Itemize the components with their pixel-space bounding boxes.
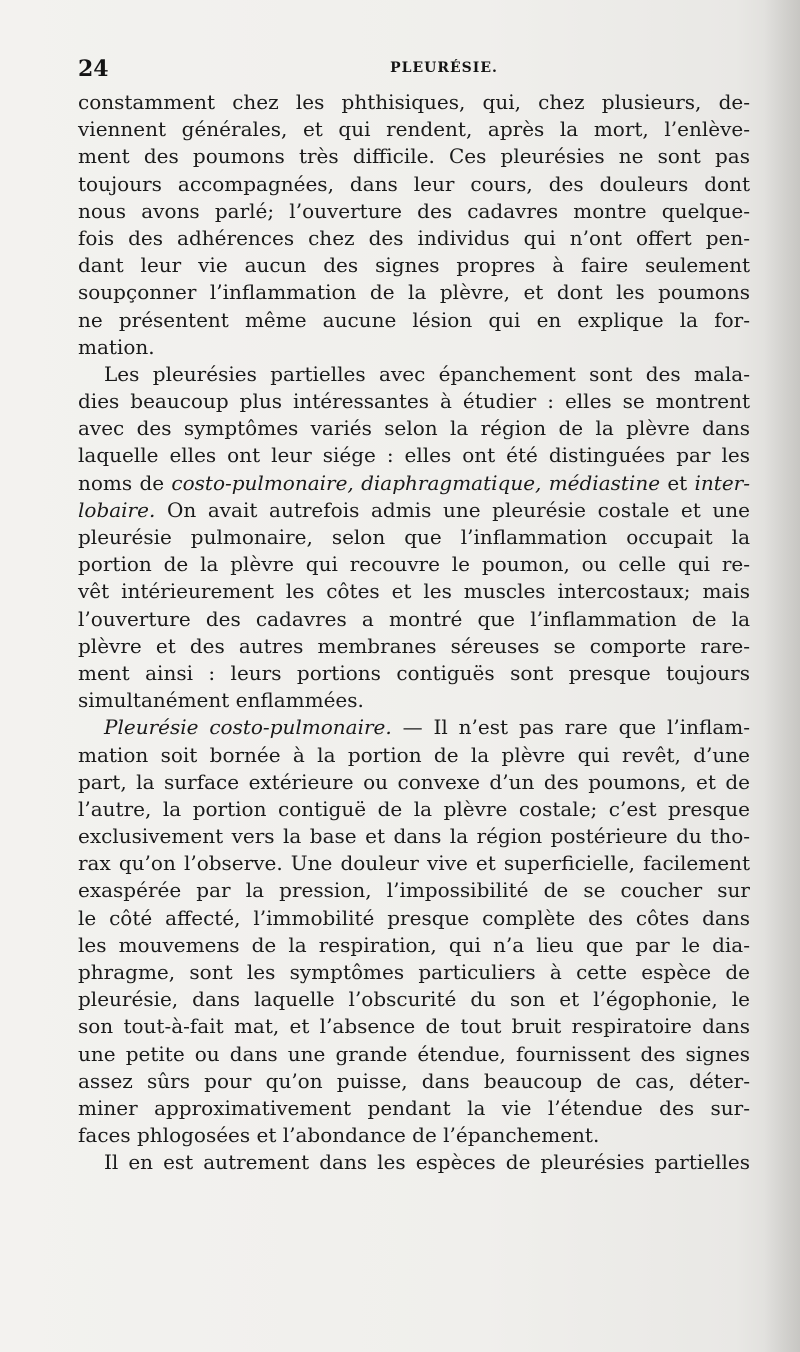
text-line: son tout-à-fait mat, et l’absence de tout bruit respiratoire dans: [78, 1014, 750, 1039]
text-line: fois des adhérences chez des individus qui n’ont offert pen-: [78, 225, 750, 250]
text-line: dies beaucoup plus intéressantes à étudier : elles se montrent: [78, 389, 750, 414]
page-edge-shadow: [764, 0, 800, 1352]
text-line: portion de la plèvre qui recouvre le poumon, ou celle qui re-: [78, 552, 750, 577]
text-line: faces phlogosées et l’abondance de l’épanchement.: [78, 1123, 600, 1148]
text-line: une petite ou dans une grande étendue, fournissent des signes: [78, 1041, 750, 1066]
text-line: ne présentent même aucune lésion qui en explique la for-: [78, 307, 750, 332]
text-line: phragme, sont les symptômes particuliers à cette espèce de: [78, 960, 750, 984]
text-line: part, la surface extérieure ou convexe d’un des poumons, et de: [78, 769, 750, 794]
text-line: noms de costo-pulmonaire, diaphragmatique, médiastine et inter-: [78, 470, 750, 495]
text-line: soupçonner l’inflammation de la plèvre, et dont les poumons: [78, 280, 750, 305]
text-line: mation soit bornée à la portion de la plèvre qui revêt, d’une: [78, 742, 750, 767]
text-line: les mouvemens de la respiration, qui n’a lieu que par le dia-: [78, 932, 750, 957]
text-line: mation.: [78, 334, 155, 359]
text-line: Les pleurésies partielles avec épanchement sont des mala-: [104, 361, 750, 386]
text-line: viennent générales, et qui rendent, après la mort, l’enlève-: [78, 117, 750, 142]
text-line: lobaire. On avait autrefois admis une pleurésie costale et une: [78, 497, 750, 522]
running-head: PLEURÉSIE.: [390, 60, 498, 76]
text-line: exclusivement vers la base et dans la région postérieure du tho-: [78, 824, 750, 849]
text-line: miner approximativement pendant la vie l’étendue des sur-: [78, 1095, 750, 1120]
text-line: assez sûrs pour qu’on puisse, dans beaucoup de cas, déter-: [78, 1068, 750, 1093]
text-line: ment ainsi : leurs portions contiguës sont presque toujours: [78, 660, 750, 685]
text-line: pleurésie pulmonaire, selon que l’inflammation occupait la: [78, 525, 750, 549]
text-line: toujours accompagnées, dans leur cours, des douleurs dont: [78, 171, 750, 196]
text-line: simultanément enflammées.: [78, 688, 364, 713]
text-line: exaspérée par la pression, l’impossibilité de se coucher sur: [78, 878, 750, 903]
text-line: l’autre, la portion contiguë de la plèvre costale; c’est presque: [78, 796, 750, 821]
text-line: rax qu’on l’observe. Une douleur vive et superficielle, facilement: [78, 851, 750, 876]
page-number: 24: [78, 56, 109, 82]
text-line: Pleurésie costo-pulmonaire. — Il n’est pas rare que l’inflam-: [104, 715, 750, 740]
text-line: plèvre et des autres membranes séreuses se comporte rare-: [78, 633, 750, 658]
text-line: laquelle elles ont leur siége : elles ont été distinguées par les: [78, 443, 750, 468]
text-line: le côté affecté, l’immobilité presque complète des côtes dans: [78, 905, 750, 930]
body-text: [78, 89, 750, 1177]
page-header: [78, 56, 750, 86]
text-line: vêt intérieurement les côtes et les muscles intercostaux; mais: [78, 579, 750, 604]
text-line: ment des poumons très difficile. Ces pleurésies ne sont pas: [78, 144, 750, 169]
text-line: dant leur vie aucun des signes propres à faire seulement: [78, 253, 750, 278]
text-line: pleurésie, dans laquelle l’obscurité du son et l’égophonie, le: [78, 987, 750, 1012]
text-line: l’ouverture des cadavres a montré que l’inflammation de la: [78, 606, 750, 631]
text-line: nous avons parlé; l’ouverture des cadavres montre quelque-: [78, 198, 750, 223]
text-line: Il en est autrement dans les espèces de pleurésies partielles: [104, 1150, 750, 1175]
text-line: constamment chez les phthisiques, qui, chez plusieurs, de-: [78, 90, 750, 114]
text-line: avec des symptômes variés selon la région de la plèvre dans: [78, 416, 750, 441]
